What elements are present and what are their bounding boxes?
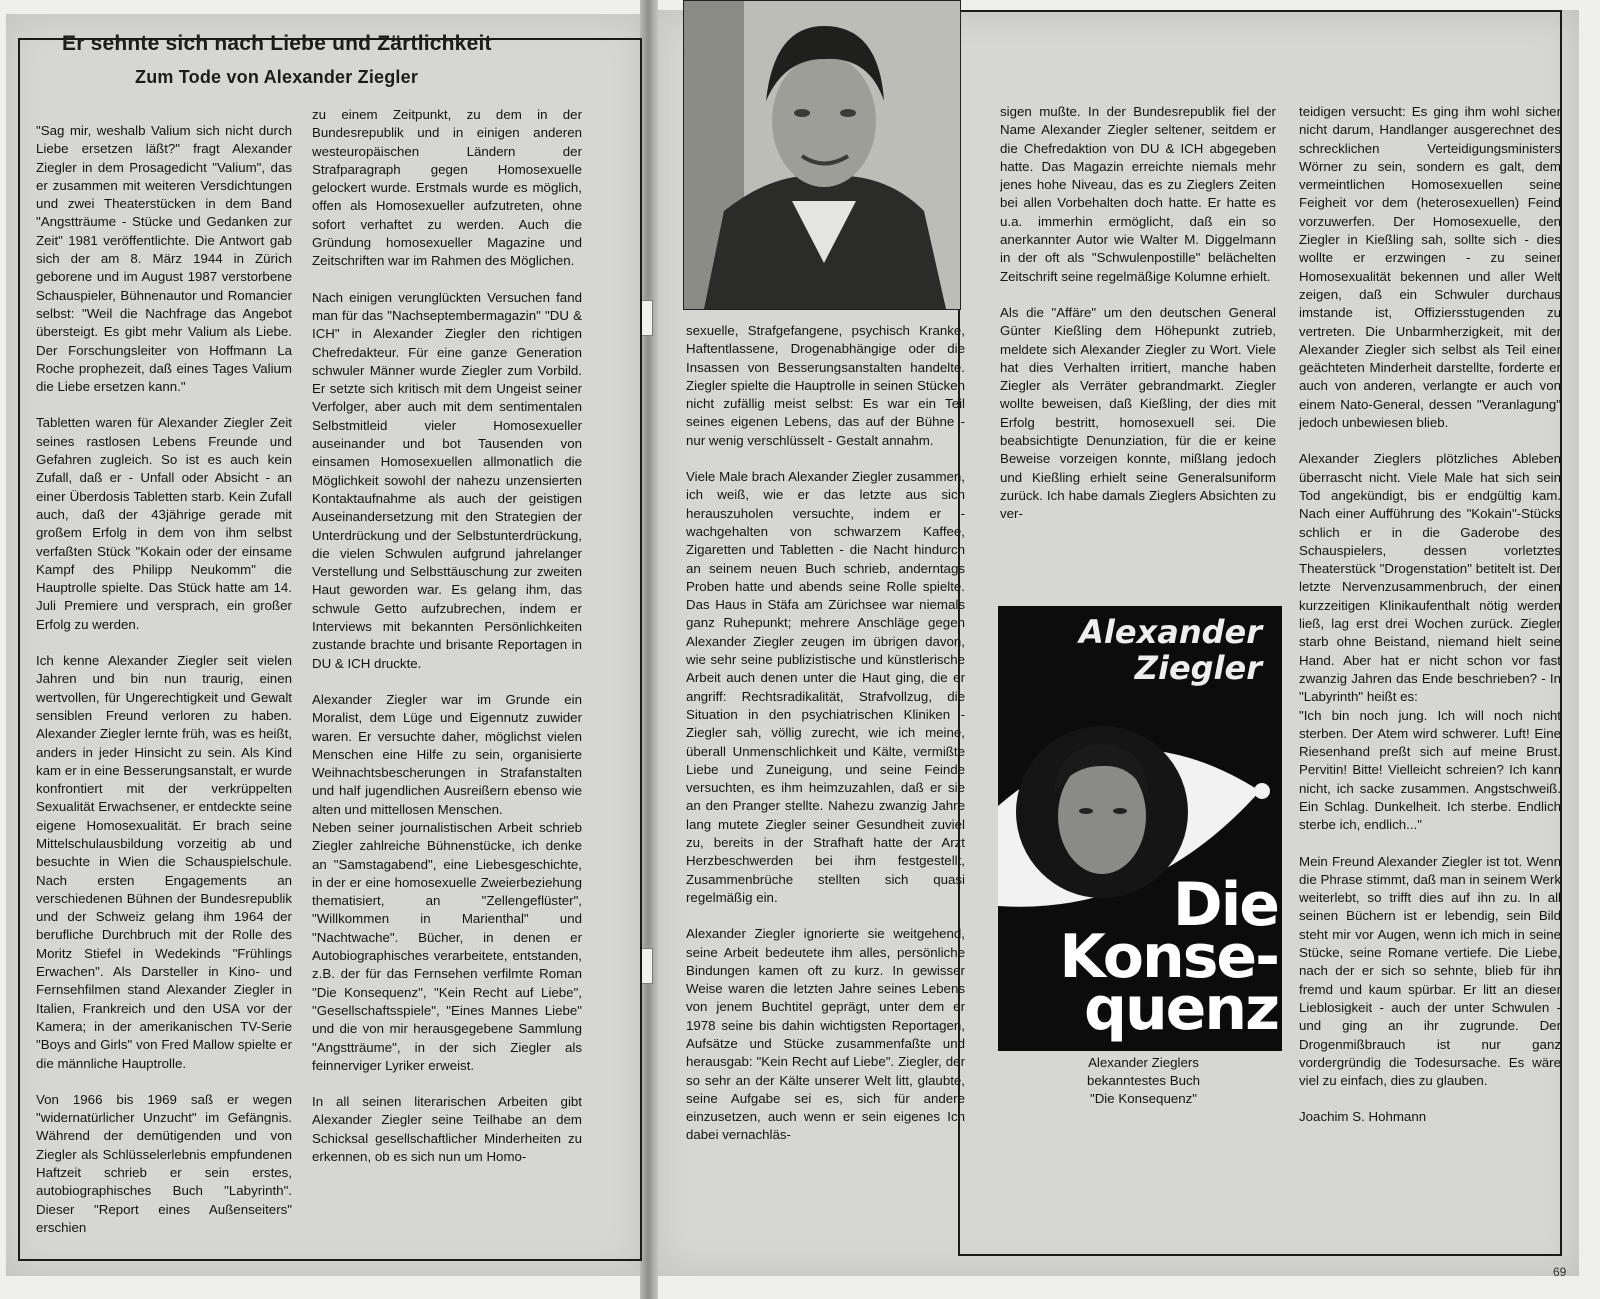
book-title-line: Die — [1172, 870, 1278, 940]
book-title-line: Konse- — [1059, 922, 1278, 992]
article-column-3 — [686, 322, 965, 1252]
article-column-5 — [1299, 103, 1561, 1253]
book-cover — [998, 606, 1282, 1051]
caption-line: Alexander Zieglers — [1088, 1055, 1199, 1070]
paragraph: Nach einigen verunglückten Versuchen fand man für das "Nachseptembermagazin" "DU & ICH" in Alexander Ziegler den richtigen Chefredakteur. Für eine ganze Generation schwuler Männer wurde Ziegler zum Vorbild. Er setzte sich kritisch mit dem Ungeist seiner Verfolger, aber auch mit dem sentimentalen Selbstmitleid vieler Homosexueller auseinander und bot Tausenden von einsamen Homosexuellen allmonatlich die Möglichkeit sowohl der nahezu unzensierten Kontaktaufnahme als auch der geistigen Auseinandersetzung mit den Strategien der Unterdrückung und der Selbstunterdrückung, die vielen Schwulen aufgrund jahrelanger Verstellung und Selbsttäuschung zur zweiten Haut geworden war. Es gelang ihm, das schwule Getto aufzubrechen, indem er Interviews mit bekannten Persönlichkeiten zustande brachte und brisante Reportagen in DU & ICH druckte. — [312, 289, 582, 671]
paragraph: Tabletten waren für Alexander Ziegler Zeit seines rastlosen Lebens Freunde und Gefahren zugleich. So ist es auch kein Zufall, daß er - Unfall oder Absicht - an einer Überdosis Tabletten starb. Kein Zufall auch, daß der 43jährige gerade mit großem Erfolg in dem von ihm selbst verfaßten Stück "Kokain oder der einsame Kampf des Philipp Neukomm" die Hauptrolle spielte. Das Stück hatte am 14. Juli Premiere und versprach, ein großer Erfolg zu werden. — [36, 415, 292, 632]
article-column-4 — [1000, 103, 1276, 583]
caption-line: bekanntestes Buch — [1086, 1073, 1201, 1088]
paragraph: Mein Freund Alexander Ziegler ist tot. Wenn die Phrase stimmt, daß man in seinem Werk weiterlebt, so trifft dies auf ihn zu. In all seinen Büchern ist er lebendig, sein Bild steht mir vor Augen, wenn ich mich in seine Stücke, seine Romane vertiefe. Die Liebe, nach der er sich so sehnte, blieb für ihn fremd und kaum spürbar. Er litt an dieser Lieblosigkeit - auch der unter Schwulen - und ging an ihr zugrunde. Der Drogenmißbrauch ist nur ganz vordergründig die Todesursache. Es wäre viel zu einfach, dies zu glauben. — [1299, 853, 1561, 1089]
author-photo — [683, 0, 961, 310]
staple-bottom — [641, 948, 653, 984]
binding-gutter — [640, 0, 658, 1299]
paragraph: zu einem Zeitpunkt, zu dem in der Bundesrepublik und in einigen anderen westeuropäischen Ländern der Strafparagraph gegen Homosexuelle gelockert wurde. Erstmals wurde es möglich, offen als Homosexueller aufzutreten, ohne sofort verhaftet zu werden. Auch die Gründung homosexueller Magazine und Zeitschriften war im Rahmen des Möglichen. — [312, 107, 582, 269]
book-author-line: Ziegler — [1134, 649, 1262, 687]
staple-top — [641, 300, 653, 336]
portrait-illustration — [684, 1, 960, 309]
paragraph: Ich kenne Alexander Ziegler seit vielen Jahren und bin nun traurig, einen wertvollen, für Ungerechtigkeit und Gewalt sensiblen Freund verloren zu haben. Alexander Ziegler lernte früh, was es heißt, anders in jeder Hinsicht zu sein. Als Kind kam er in eine Besserungsanstalt, er wurde konfrontiert mit der verkrüppelten Sexualität Erwachsener, er entdeckte seine eigene Homosexualität. Er brach seine Mittelschulausbildung vorzeitig ab und besuchte in Wien die Schauspielschule. Nach ersten Engagements an verschiedenen Bühnen der Bundesrepublik und der Schweiz gelang ihm 1964 der berufliche Durchbruch mit der Rolle des Moritz Stiefel in Wedekinds "Frühlings Erwachen". Als Darsteller in Kino- und Fernsehfilmen stand Alexander Ziegler in Italien, Frankreich und den USA vor der Kamera; in der amerikanischen TV-Serie "Boys and Girls" von Fred Mallow spielte er die männliche Hauptrolle. — [36, 653, 292, 1071]
article-subtitle: Zum Tode von Alexander Ziegler — [135, 67, 419, 87]
paragraph: Alexander Zieglers plötzliches Ableben überrascht nicht. Viele Male hat sich sein Tod angekündigt, bis er endgültig kam. Nach einer Aufführung des "Kokain"-Stücks schlich er in die Gaderobe des Schauspielers, dessen vorletztes Theaterstück "Drogenstation" betitelt ist. Der letzte Nervenzusammenbruch, der einen kurzzeitigen Klinikaufenthalt nötig werden ließ, lag erst drei Wochen zurück. Ziegler starb ohne Beistand, niemand hielt seine Hand. Aber hat er nicht schon vor fast zwanzig Jahren das Ende beschrieben? - In "Labyrinth" heißt es: — [1299, 451, 1561, 705]
article-column-1 — [36, 122, 292, 1252]
paragraph: Von 1966 bis 1969 saß er wegen "widernatürlicher Unzucht" im Gefängnis. Während der demütigenden und von Ziegler als Schlüsselerlebnis empfundenen Haftzeit schrieb er sein erstes, autobiographisches Buch "Labyrinth". Dieser "Report eines Außenseiters" erschien — [36, 1091, 292, 1235]
paragraph: In all seinen literarischen Arbeiten gibt Alexander Ziegler seine Teilhabe an dem Schicksal gesellschaftlicher Minderheiten zu erkennen, ob es sich nun um Homo- — [312, 1094, 582, 1165]
article-column-2 — [312, 106, 582, 1252]
quotation: "Ich bin noch jung. Ich will noch nicht sterben. Der Atem wird schwerer. Luft! Eine Riesenhand preßt sich auf meine Brust. Pervitin! Bitte! Vielleicht schreien? Ich kann nicht, ich sacke zusammen. Angstschweiß. Ein Schlag. Dunkelheit. Ich sterbe. Endlich sterbe ich, endlich..." — [1299, 707, 1561, 833]
page-number: 69 — [1553, 1265, 1567, 1279]
book-author-line: Alexander — [1079, 613, 1262, 651]
paragraph: Neben seiner journalistischen Arbeit schrieb Ziegler zahlreiche Bühnenstücke, ich denke an "Samstagabend", eine Liebesgeschichte, in der er eine homosexuelle Zweierbeziehung thematisiert, an "Zellengeflüster", "Willkommen in Marienthal" und "Nachtwache". Bücher, in denen er Autobiographisches verarbeitete, entstanden, z.B. der für das Fernsehen verfilmte Roman "Die Konsequenz", "Kein Recht auf Liebe", "Gesellschaftsspiele", "Eines Mannes Liebe" und die von mir herausgegebene Sammlung "Angstträume", in der sich Ziegler als feinnerviger Lyriker erweist. — [312, 819, 582, 1073]
paragraph: Alexander Ziegler ignorierte sie weitgehend, seine Arbeit bedeutete ihm alles, persönliche Bindungen kamen oft zu kurz. In gewisser Weise waren die letzten Jahre seines Lebens von jenem Buchtitel geprägt, unter dem er 1978 seine bis dahin wichtigsten Reportagen, Aufsätze und Stücke zusammenfaßte und herausgab: "Kein Recht auf Liebe". Ziegler, der so sehr an der Kälte unserer Welt litt, glaubte, seine Aufgabe sei es, sich für andere einzusetzen, auch wenn er sein eigenes Ich dabei vernachläs- — [686, 926, 965, 1143]
paragraph: sigen mußte. In der Bundesrepublik fiel der Name Alexander Ziegler seltener, seitdem er die Chefredaktion von DU & ICH abgegeben hatte. Das Magazin erreichte niemals mehr jenes hohe Niveau, das es zu Zieglers Zeiten bei allen Vorbehalten doch hatte. Er hatte es u.a. immerhin ermöglicht, daß ein so anerkannter Autor wie Walter M. Diggelmann in der oft als "Schwulenpostille" belächelten Zeitschrift seine regelmäßige Kolumne erhielt. — [1000, 104, 1276, 284]
author-signature: Joachim S. Hohmann — [1299, 1109, 1427, 1125]
book-title-line: quenz — [1084, 974, 1278, 1044]
paragraph: sexuelle, Strafgefangene, psychisch Kranke, Haftentlassene, Drogenabhängige oder die Insassen von Besserungsanstalten handelte. Ziegler spielte die Hauptrolle in seinen Stücken nicht zufällig meist selbst: Es war ein Teil seines eigenen Lebens, das auf der Bühne - nur wenig verschlüsselt - Gestalt annahm. — [686, 323, 965, 448]
paragraph: "Sag mir, weshalb Valium sich nicht durch Liebe ersetzen läßt?" fragt Alexander Ziegler in dem Prosagedicht "Valium", das er zusammen mit weiteren Versdichtungen und zwei Theaterstücken in dem Band "Angstträume - Stücke und Gedanken zur Zeit" 1981 veröffentlichte. Die Antwort gab sich der am 8. März 1944 in Zürich geborene und im August 1987 verstorbene Schauspieler, Bühnenautor und Romancier selbst: "Weil die Nachfrage das Angebot übersteigt. Es gibt mehr Valium als Liebe. Der Forschungsleiter von Hoffmann La Roche prophezeit, daß eines Tages Valium die Liebe ersetzen kann." — [36, 123, 292, 395]
paragraph: Als die "Affäre" um den deutschen General Günter Kießling dem Höhepunkt zutrieb, meldete sich Alexander Ziegler zu Wort. Viele hat dies Verhalten irritiert, manche haben Ziegler als Verräter gebrandmarkt. Ziegler wollte beweisen, daß Kießling, der dies mit Erfolg bestritt, homosexuell sei. Die beabsichtigte Denunziation, für die er keine Beweise vorzeigen konnte, mißlang jedoch und Kießling erhielt seine Generalsuniform zurück. Ich habe damals Zieglers Absichten zu ver- — [1000, 304, 1276, 522]
paragraph: teidigen versucht: Es ging ihm wohl sicher nicht darum, Handlanger ausgerechnet des schrecklichen Verteidigungsministers Wörner zu sein, sondern es galt, dem vermeintlichen Homosexuellen seine Feigheit vor dem (heterosexuellen) Feind vorzuwerfen. Der Homosexuelle, den Ziegler in Kießling sah, sollte sich - dies wollte er erzwingen - zu seiner Homosexualität bekennen und aller Welt zeigen, daß ein Schwuler durchaus imstande ist, Offiziersstugenden zu vertreten. Die Unbarmherzigkeit, mit der Alexander Ziegler sich selbst als Teil einer geächteten Minderheit darstellte, forderte er auch von anderen, verlangte er auch von einem Nato-General, dessen "Veranlagung" jedoch unbewiesen blieb. — [1299, 104, 1561, 431]
caption-line: "Die Konsequenz" — [1089, 1091, 1198, 1106]
book-cover-title — [998, 870, 1278, 1044]
paragraph: Viele Male brach Alexander Ziegler zusammen, ich weiß, wie er das letzte aus sich herauszuholen versuchte, indem er - wachgehalten von schwarzem Kaffee, Zigaretten und Tabletten - die Nacht hindurch an seinem neuen Buch schrieb, anderntags Proben hatte und abends seine Rolle spielte. Das Haus in Stäfa am Zürichsee war niemals ganz Ruhepunkt; mehrere Anschläge gegen Alexander Ziegler zeugen im übrigen davon, wie sehr seine publizistische und künstlerische Arbeit auch denen unter die Haut ging, die er angriff: Rechtsradikalität, Strafvollzug, die Situation in den psychiatrischen Kliniken - Ziegler sah, völlig zurecht, wie ich meine, überall Unmenschlichkeit und Kälte, vermißte Liebe und Zuneigung, und seine Feinde versuchten, es ihm heimzuzahlen, daß er sie an den Pranger stellte. Nahezu zwanzig Jahre lang mutete Ziegler seiner Gesundheit zuviel zu, bereits in der Strafhaft hatte der Arzt Herzbeschwerden bei ihm festgestellt, Zusammenbrüche stellten sich quasi regelmäßig ein. — [686, 469, 965, 905]
article-title: Er sehnte sich nach Liebe und Zärtlichkeit — [62, 32, 492, 55]
paragraph: Alexander Ziegler war im Grunde ein Moralist, dem Lüge und Eigennutz zuwider waren. Er versuchte daher, möglichst vielen Menschen eine Hilfe zu sein, organisierte Weihnachtsbescherungen in Strafanstalten und half jugendlichen Ausreißern ebenso wie alten und mittellosen Menschen. — [312, 691, 582, 817]
book-caption — [1056, 1054, 1231, 1108]
